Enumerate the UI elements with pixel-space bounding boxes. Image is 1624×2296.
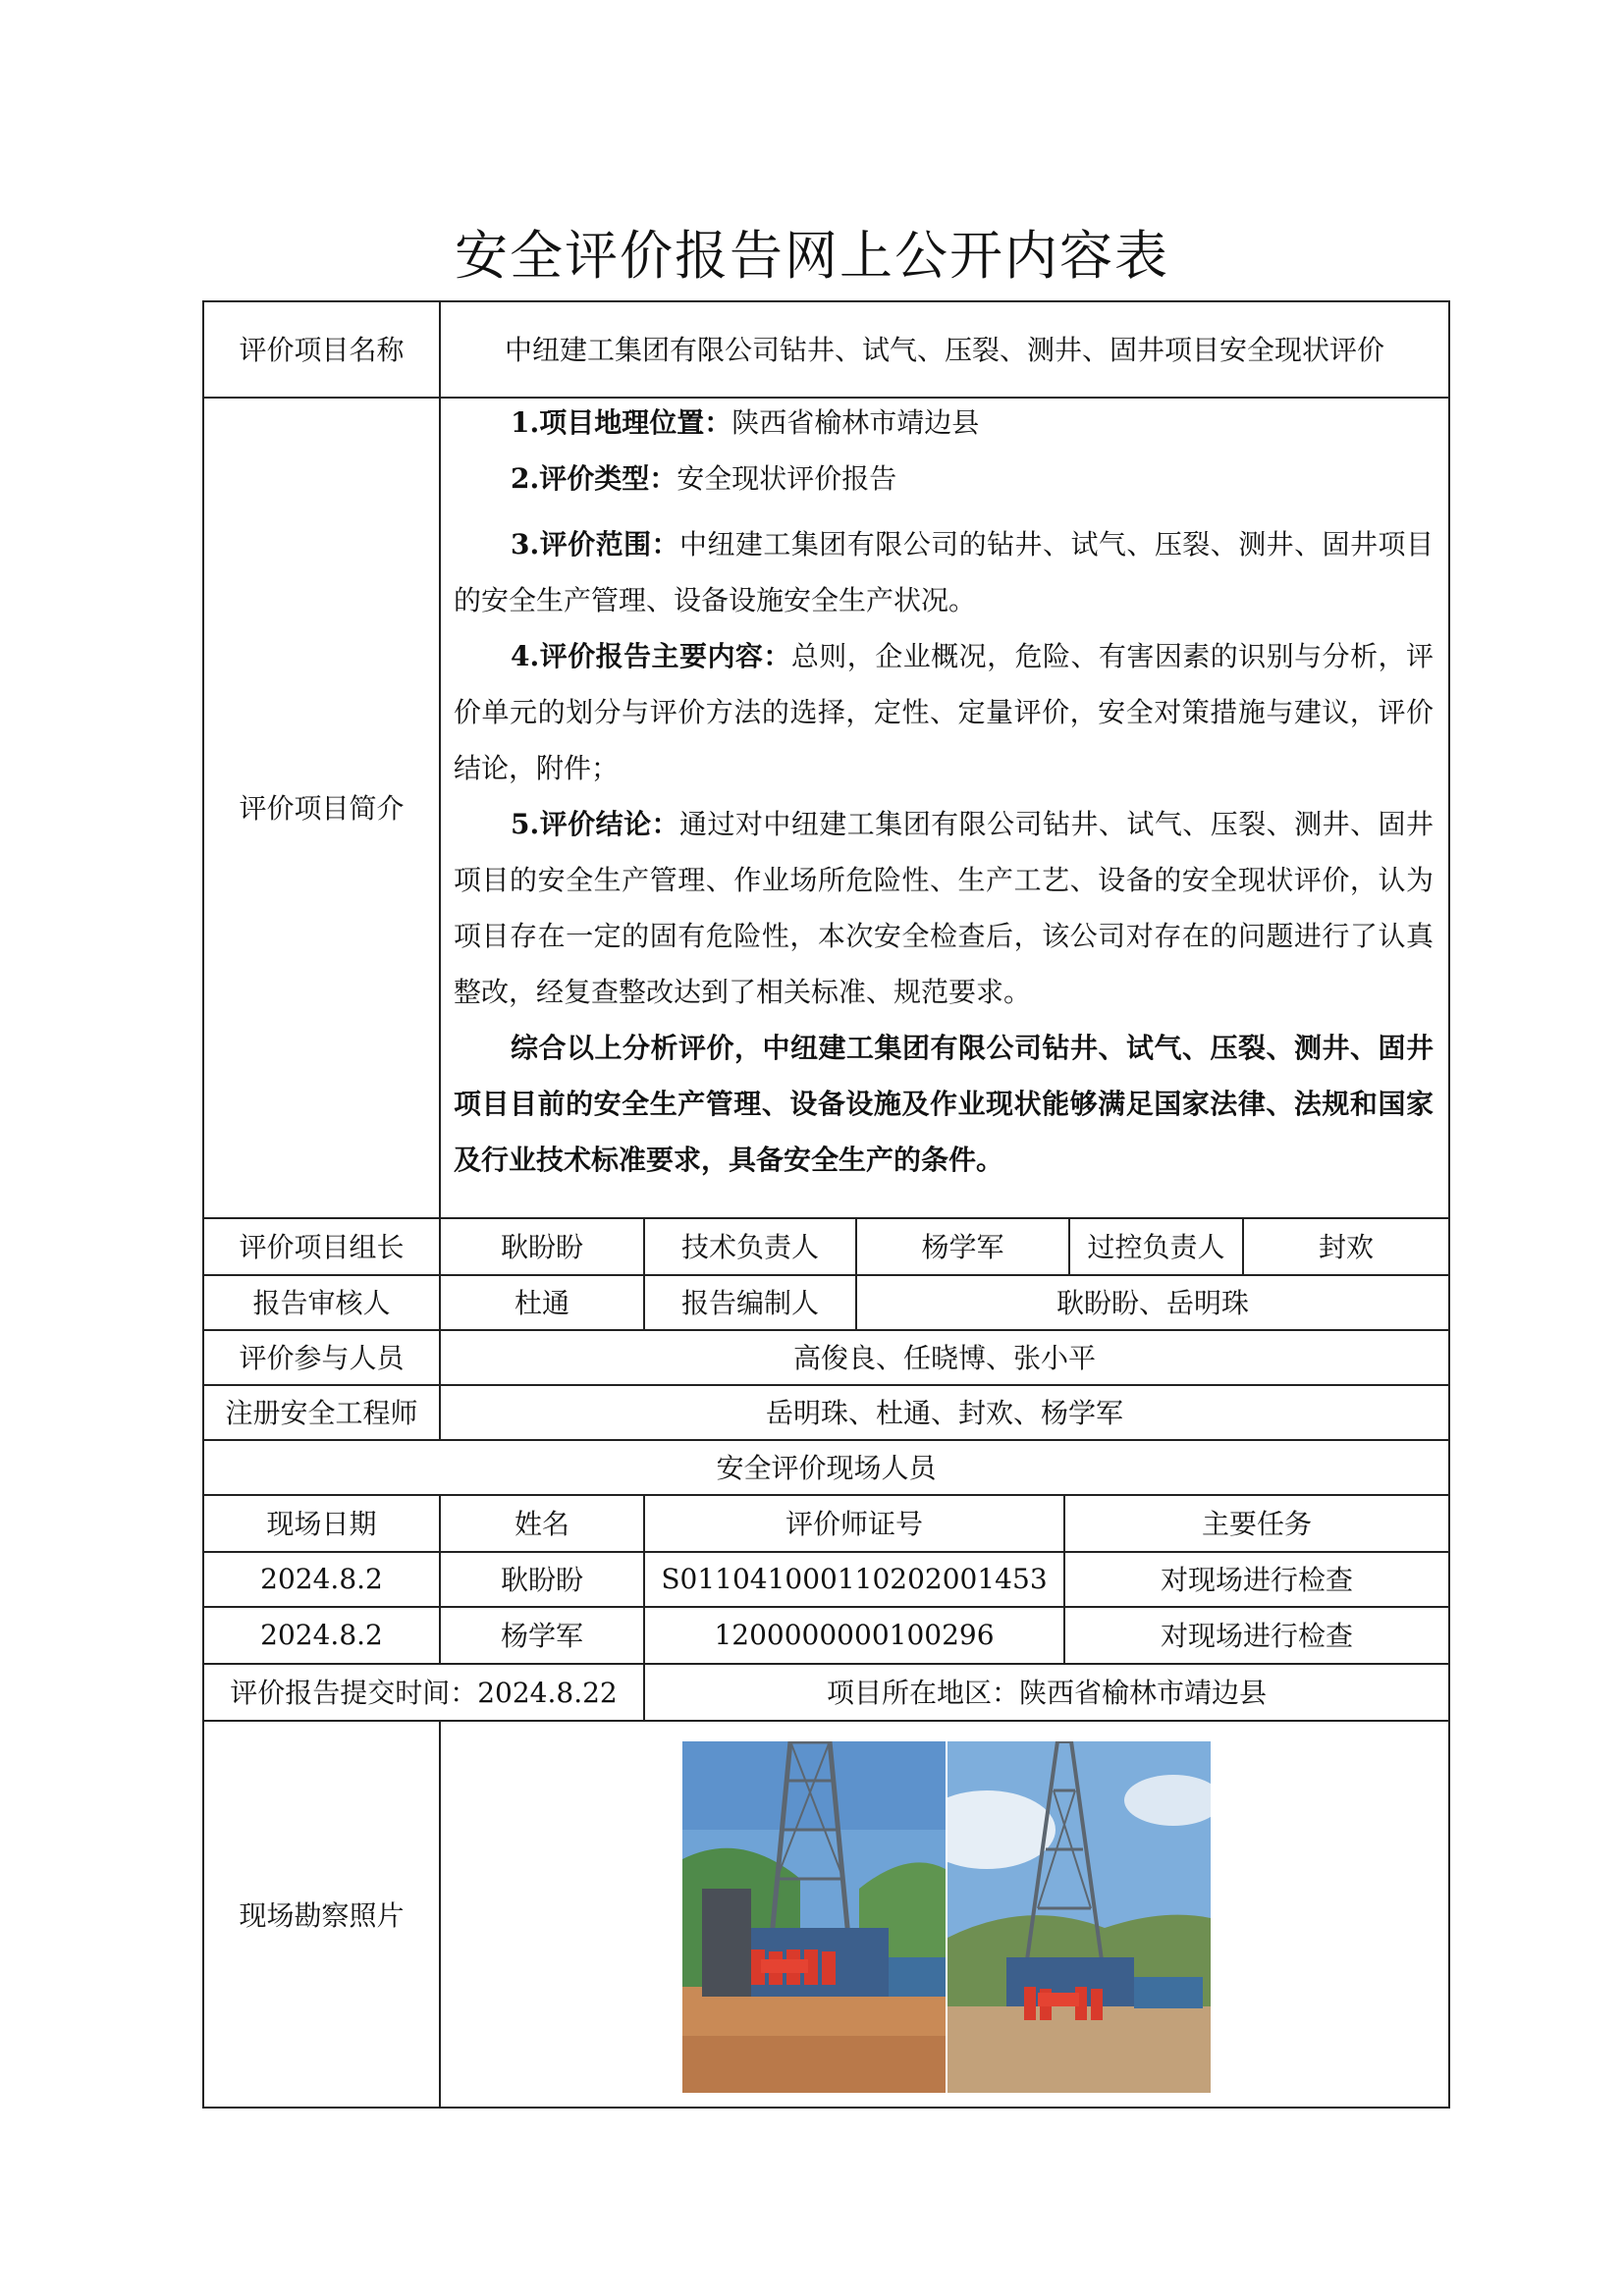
site-col-name: 姓名 xyxy=(514,1508,569,1540)
site-row-1-name: 耿盼盼 xyxy=(500,1564,583,1596)
intro-conclusion xyxy=(454,796,1434,1020)
location-label: 1.项目地理位置： xyxy=(511,406,732,439)
intro-type xyxy=(454,451,1434,507)
leader-value: 耿盼盼 xyxy=(500,1231,583,1263)
type-label: 2.评价类型： xyxy=(511,462,677,495)
drilling-rig-photo-1 xyxy=(682,1741,946,2093)
engineers-value: 岳明珠、杜通、封欢、杨学军 xyxy=(765,1397,1123,1429)
content-label: 4.评价报告主要内容： xyxy=(511,640,791,672)
reviewer-value: 杜通 xyxy=(514,1287,569,1319)
site-photo-1 xyxy=(682,1741,946,2093)
conclusion-label: 5.评价结论： xyxy=(511,808,679,840)
site-row-1-date: 2024.8.2 xyxy=(260,1562,383,1595)
page-title: 安全评价报告网上公开内容表 xyxy=(455,225,1169,287)
site-row-2-name: 杨学军 xyxy=(500,1620,583,1652)
tech-lead-value: 杨学军 xyxy=(921,1231,1004,1263)
site-personnel-heading: 安全评价现场人员 xyxy=(716,1452,937,1484)
drilling-rig-photo-2 xyxy=(947,1741,1211,2093)
scope-label: 3.评价范围： xyxy=(511,528,679,561)
project-name-value: 中纽建工集团有限公司钻井、试气、压裂、测井、固井项目安全现状评价 xyxy=(504,334,1384,366)
intro-content xyxy=(454,395,1434,1188)
participants-label: 评价参与人员 xyxy=(239,1342,405,1374)
column-divider xyxy=(439,1720,441,2109)
site-row-2-cert: 1200000000100296 xyxy=(714,1618,995,1651)
project-region: 项目所在地区：陕西省榆林市靖边县 xyxy=(826,1677,1267,1709)
intro-overall-summary: 综合以上分析评价，中纽建工集团有限公司钻井、试气、压裂、测井、固井项目目前的安全生产管理、设备设施及作业现状能够满足国家法律、法规和国家及行业技术标准要求，具备安全生产的条件。 xyxy=(454,1032,1434,1176)
site-row-1-cert: S011041000110202001453 xyxy=(661,1562,1048,1595)
intro-label: 评价项目简介 xyxy=(239,792,405,825)
location-value: 陕西省榆林市靖边县 xyxy=(731,406,980,439)
content-value: 总则，企业概况，危险、有害因素的识别与分析，评价单元的划分与评价方法的选择，定性、定量评价，安全对策措施与建议，评价结论，附件； xyxy=(454,640,1434,784)
compiler-label: 报告编制人 xyxy=(680,1287,819,1319)
site-col-cert: 评价师证号 xyxy=(785,1508,923,1540)
reviewer-label: 报告审核人 xyxy=(252,1287,391,1319)
site-col-task: 主要任务 xyxy=(1201,1508,1312,1540)
site-row-2-task: 对现场进行检查 xyxy=(1160,1620,1353,1652)
site-photo-2 xyxy=(947,1741,1211,2093)
submit-time: 评价报告提交时间：2024.8.22 xyxy=(230,1677,618,1709)
participants-value: 高俊良、任晓博、张小平 xyxy=(792,1342,1096,1374)
scope-value: 中纽建工集团有限公司的钻井、试气、压裂、测井、固井项目的安全生产管理、设备设施安全生产状况。 xyxy=(454,528,1434,616)
intro-location xyxy=(454,395,1434,451)
site-row-1-task: 对现场进行检查 xyxy=(1160,1564,1353,1596)
leader-label: 评价项目组长 xyxy=(239,1231,405,1263)
intro-content-summary xyxy=(454,628,1434,796)
compiler-value: 耿盼盼、岳明珠 xyxy=(1056,1287,1249,1319)
intro-scope xyxy=(454,516,1434,628)
process-lead-value: 封欢 xyxy=(1318,1231,1374,1263)
project-name-label: 评价项目名称 xyxy=(239,334,405,366)
site-row-2-date: 2024.8.2 xyxy=(260,1618,383,1651)
process-lead-label: 过控负责人 xyxy=(1087,1231,1225,1263)
engineers-label: 注册安全工程师 xyxy=(225,1397,418,1429)
conclusion-value: 通过对中纽建工集团有限公司钻井、试气、压裂、测井、固井项目的安全生产管理、作业场所危险性、生产工艺、设备的安全现状评价，认为项目存在一定的固有危险性，本次安全检查后，该公司对存在的问题进行了认真整改，经复查整改达到了相关标准、规范要求。 xyxy=(454,808,1434,1008)
photos-label: 现场勘察照片 xyxy=(239,1899,405,1932)
tech-lead-label: 技术负责人 xyxy=(680,1231,819,1263)
type-value: 安全现状评价报告 xyxy=(677,462,897,495)
site-col-date: 现场日期 xyxy=(266,1508,377,1540)
